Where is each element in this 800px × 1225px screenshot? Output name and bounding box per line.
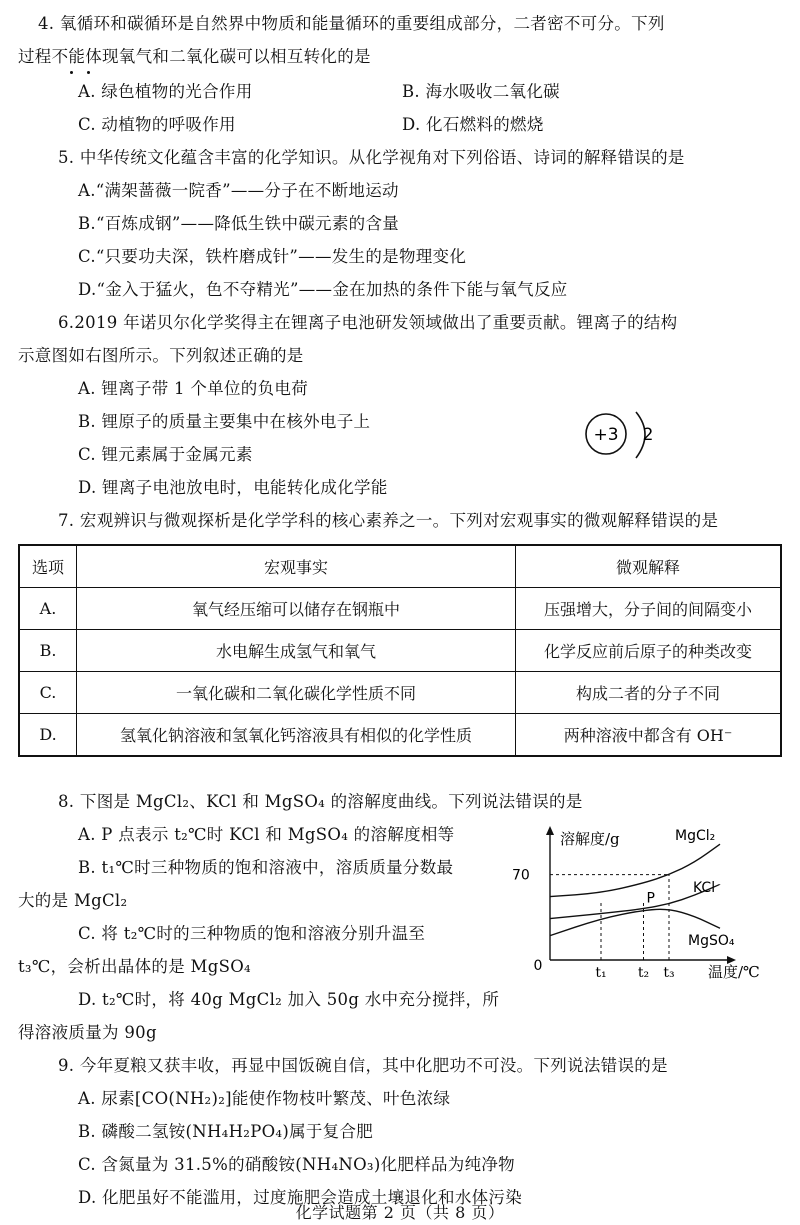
solubility-curve-chart: [510, 820, 790, 982]
q4-option-a: A. 绿色植物的光合作用: [78, 82, 253, 101]
q6-stem-line1: 6.2019 年诺贝尔化学奖得主在锂离子电池研发领域做出了重要贡献。锂离子的结构: [58, 313, 678, 332]
q8-option-a: A. P 点表示 t₂℃时 KCl 和 MgSO₄ 的溶解度相等: [78, 825, 455, 844]
q8-option-b-line2: 大的是 MgCl₂: [18, 891, 128, 910]
table-cell: A.: [19, 588, 77, 630]
q7-table: [18, 544, 782, 757]
q9-option-d: D. 化肥虽好不能滥用，过度施肥会造成土壤退化和水体污染: [78, 1188, 523, 1207]
table-cell: C.: [19, 672, 77, 714]
table-cell: 两种溶液中都含有 OH⁻: [516, 714, 782, 757]
electron-count: 2: [642, 425, 654, 445]
q6-option-d: D. 锂离子电池放电时，电能转化成化学能: [78, 478, 388, 497]
q9-option-b: B. 磷酸二氢铵(NH₄H₂PO₄)属于复合肥: [78, 1122, 374, 1141]
q4-option-d: D. 化石燃料的燃烧: [402, 115, 544, 134]
q6-option-b: B. 锂原子的质量主要集中在核外电子上: [78, 412, 371, 431]
q5-option-a: A.“满架蔷薇一院香”——分子在不断地运动: [78, 181, 399, 200]
q8-stem: 8. 下图是 MgCl₂、KCl 和 MgSO₄ 的溶解度曲线。下列说法错误的是: [58, 792, 583, 811]
x-tick-label: t₃: [663, 965, 675, 981]
table-header-row: [19, 545, 781, 588]
q6-option-a: A. 锂离子带 1 个单位的负电荷: [78, 379, 308, 398]
q8-option-c-line1: C. 将 t₂℃时的三种物质的饱和溶液分别升温至: [78, 924, 426, 943]
x-tick-label: t₂: [637, 965, 650, 981]
table-cell: 水电解生成氢气和氧气: [77, 630, 516, 672]
q4-stem-line1: 4. 氧循环和碳循环是自然界中物质和能量循环的重要组成部分，二者密不可分。下列: [38, 14, 665, 33]
table-cell: 构成二者的分子不同: [516, 672, 782, 714]
q6-option-c: C. 锂元素属于金属元素: [78, 445, 253, 464]
nucleus-charge: +3: [593, 425, 619, 445]
q7-stem: 7. 宏观辨识与微观探析是化学学科的核心素养之一。下列对宏观事实的微观解释错误的是: [58, 511, 719, 530]
q9-option-a: A. 尿素[CO(NH₂)₂]能使作物枝叶繁茂、叶色浓绿: [78, 1089, 451, 1108]
table-cell: D.: [19, 714, 77, 757]
q6-stem-line2: 示意图如右图所示。下列叙述正确的是: [18, 346, 304, 365]
series-label: MgSO₄: [688, 933, 735, 949]
lithium-ion-structure-diagram: [584, 408, 694, 464]
q4-option-c: C. 动植物的呼吸作用: [78, 115, 236, 134]
y-axis-arrow: [546, 826, 554, 835]
emphasis-dot: [87, 71, 90, 74]
origin-label: 0: [533, 958, 543, 974]
table-header-cell: 选项: [19, 545, 77, 588]
table-row: [19, 672, 781, 714]
point-p-label: P: [646, 890, 655, 907]
y-axis-label: 溶解度/g: [560, 830, 620, 848]
q8-option-d-line2: 得溶液质量为 90g: [18, 1023, 157, 1042]
table-cell: 化学反应前后原子的种类改变: [516, 630, 782, 672]
table-row: [19, 630, 781, 672]
q5-option-c: C.“只要功夫深，铁杵磨成针”——发生的是物理变化: [78, 247, 467, 266]
emphasis-dot: [70, 71, 73, 74]
q4-stem-line2: 过程不能体现氧气和二氧化碳可以相互转化的是: [18, 47, 371, 66]
y-tick-label: 70: [512, 867, 530, 884]
table-cell: 压强增大，分子间的间隔变小: [516, 588, 782, 630]
q8-option-b-line1: B. t₁℃时三种物质的饱和溶液中，溶质质量分数最: [78, 858, 454, 877]
q8-option-c-line2: t₃℃，会析出晶体的是 MgSO₄: [18, 957, 251, 976]
table-header-cell: 微观解释: [516, 545, 782, 588]
x-axis-label: 温度/℃: [708, 963, 760, 981]
q5-option-d: D.“金入于猛火，色不夺精光”——金在加热的条件下能与氧气反应: [78, 280, 568, 299]
table-cell: 氧气经压缩可以储存在钢瓶中: [77, 588, 516, 630]
series-line-2: [550, 909, 720, 935]
q4-option-b: B. 海水吸收二氧化碳: [402, 82, 560, 101]
series-label: KCl: [693, 880, 716, 896]
q9-option-c: C. 含氮量为 31.5%的硝酸铵(NH₄NO₃)化肥样品为纯净物: [78, 1155, 515, 1174]
x-tick-label: t₁: [595, 965, 607, 981]
q9-stem: 9. 今年夏粮又获丰收，再显中国饭碗自信，其中化肥功不可没。下列说法错误的是: [58, 1056, 668, 1075]
q5-option-b: B.“百炼成钢”——降低生铁中碳元素的含量: [78, 214, 400, 233]
table-row: [19, 588, 781, 630]
table-header-cell: 宏观事实: [77, 545, 516, 588]
series-label: MgCl₂: [675, 828, 716, 844]
q8-option-d-line1: D. t₂℃时，将 40g MgCl₂ 加入 50g 水中充分搅拌，所: [78, 990, 500, 1009]
page-footer: 化学试题第 2 页（共 8 页）: [295, 1203, 505, 1222]
table-cell: B.: [19, 630, 77, 672]
table-row: [19, 714, 781, 757]
q5-stem: 5. 中华传统文化蕴含丰富的化学知识。从化学视角对下列俗语、诗词的解释错误的是: [58, 148, 685, 167]
table-cell: 氢氧化钠溶液和氢氧化钙溶液具有相似的化学性质: [77, 714, 516, 757]
table-cell: 一氧化碳和二氧化碳化学性质不同: [77, 672, 516, 714]
